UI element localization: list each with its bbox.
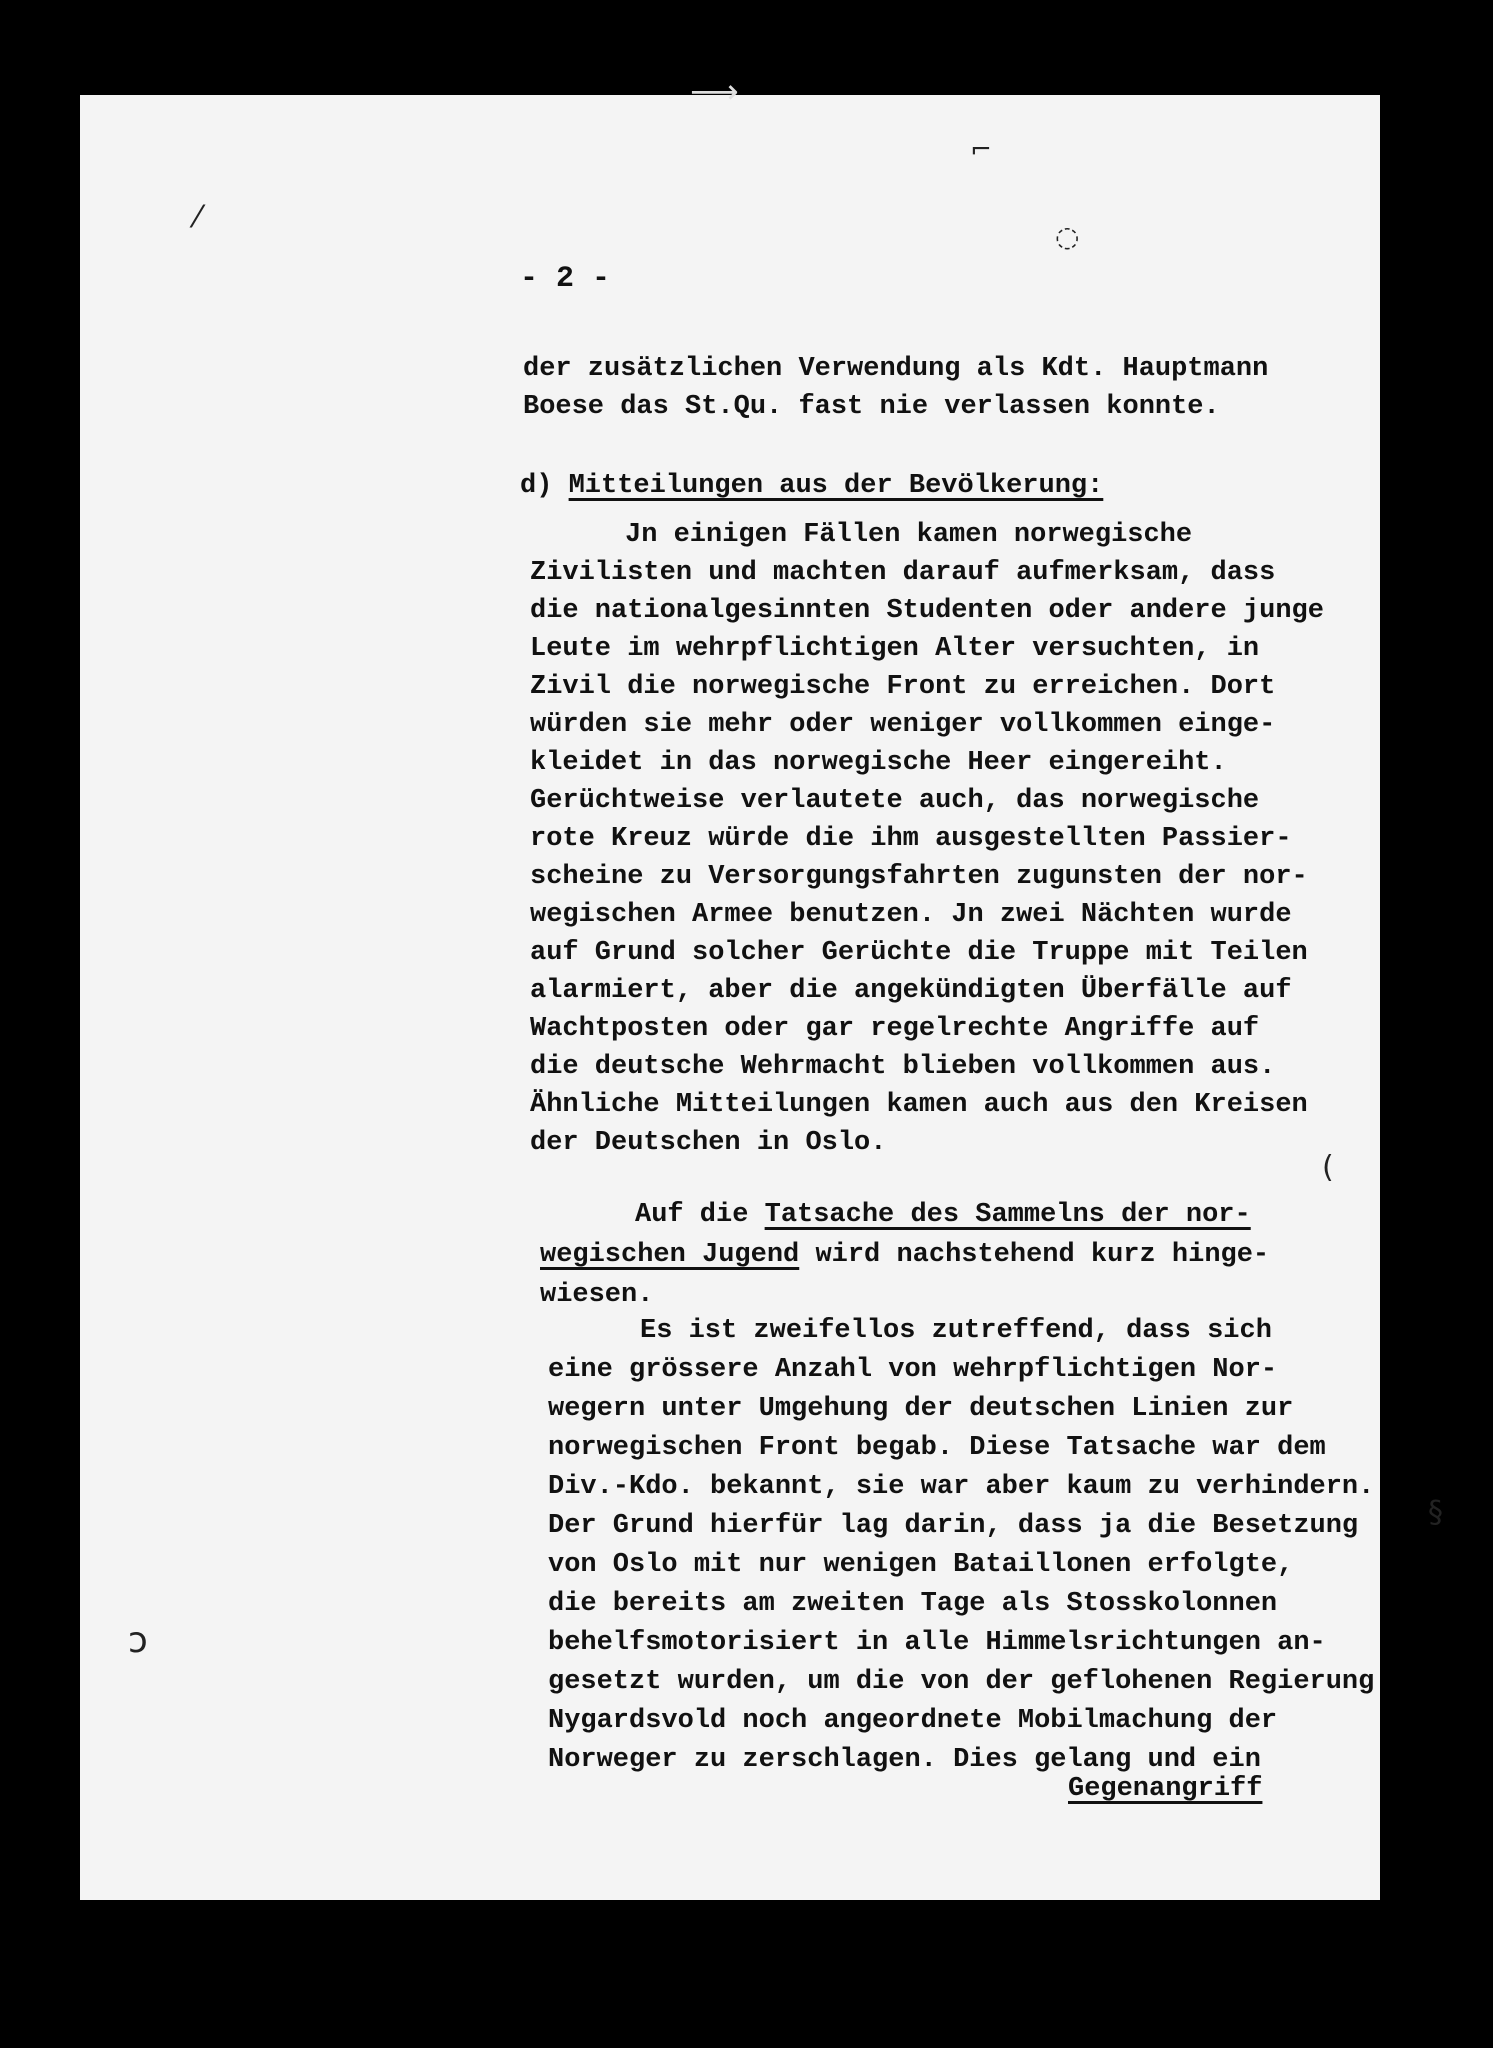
text-line: würden sie mehr oder weniger vollkommen einge- — [530, 710, 1276, 740]
text-line: Boese das St.Qu. fast nie verlassen konnte. — [523, 392, 1220, 422]
text-segment: Auf die — [635, 1200, 765, 1230]
text-line: der Deutschen in Oslo. — [530, 1128, 887, 1158]
text-line: kleidet in das norwegische Heer eingereiht. — [530, 748, 1227, 778]
text-line: die nationalgesinnten Studenten oder andere junge — [530, 596, 1324, 626]
text-line: alarmiert, aber die angekündigten Überfälle auf — [530, 976, 1292, 1006]
text-line: Zivil die norwegische Front zu erreichen. Dort — [530, 672, 1276, 702]
text-line: scheine zu Versorgungsfahrten zugunsten der nor- — [530, 862, 1308, 892]
underlined-phrase: wegischen Jugend — [540, 1240, 800, 1270]
text-line: Norweger zu zerschlagen. Dies gelang und ein — [548, 1745, 1261, 1775]
text-line: die bereits am zweiten Tage als Stosskolonnen — [548, 1589, 1278, 1619]
section-heading-underlined: Mitteilungen aus der Bevölkerung: — [568, 471, 1104, 501]
page-number: - 2 - — [520, 262, 611, 296]
text-line: wegischen Armee benutzen. Jn zwei Nächten wurde — [530, 900, 1292, 930]
text-line: norwegischen Front begab. Diese Tatsache war dem — [548, 1433, 1326, 1463]
catchword-underlined: Gegenangriff — [1068, 1774, 1263, 1804]
edge-smudge-mark: § — [1428, 1495, 1443, 1530]
text-line: Div.-Kdo. bekannt, sie war aber kaum zu verhindern. — [548, 1472, 1375, 1502]
text-line: Nygardsvold noch angeordnete Mobilmachung der — [548, 1706, 1278, 1736]
text-line: Leute im wehrpflichtigen Alter versuchten, in — [530, 634, 1260, 664]
text-line: die deutsche Wehrmacht blieben vollkommen aus. — [530, 1052, 1276, 1082]
text-line: Es ist zweifellos zutreffend, dass sich — [640, 1316, 1272, 1346]
text-line: Zivilisten und machten darauf aufmerksam, dass — [530, 558, 1276, 588]
text-line: eine grössere Anzahl von wehrpflichtigen Nor- — [548, 1355, 1278, 1385]
text-line: der zusätzlichen Verwendung als Kdt. Hauptmann — [523, 354, 1269, 384]
text-line: wegern unter Umgehung der deutschen Linien zur — [548, 1394, 1294, 1424]
text-line: auf Grund solcher Gerüchte die Truppe mit Teilen — [530, 938, 1308, 968]
text-line: Der Grund hierfür lag darin, dass ja die Besetzung — [548, 1511, 1359, 1541]
text-line: Jn einigen Fällen kamen norwegische — [625, 520, 1193, 550]
text-line: wiesen. — [540, 1280, 654, 1310]
pencil-hook-mark: ɔ — [128, 1620, 148, 1661]
text-line: gesetzt wurden, um die von der geflohenen Regierung — [548, 1667, 1375, 1697]
text-line: Wachtposten oder gar regelrechte Angriffe auf — [530, 1014, 1260, 1044]
pencil-circle-mark: ◌ — [1055, 220, 1080, 253]
text-line: von Oslo mit nur wenigen Bataillonen erfolgte, — [548, 1550, 1294, 1580]
pencil-bracket-mark: ⌐ — [970, 135, 992, 165]
text-line: rote Kreuz würde die ihm ausgestellten Passier- — [530, 824, 1292, 854]
text-line: Ähnliche Mitteilungen kamen auch aus den Kreisen — [530, 1090, 1308, 1120]
pencil-bracket-right-mark: ( — [1322, 1150, 1334, 1185]
section-marker: d) — [520, 471, 553, 501]
pencil-tick-mark: ⁄ — [195, 200, 201, 235]
text-line: Gerüchtweise verlautete auch, das norwegische — [530, 786, 1260, 816]
text-line: behelfsmotorisiert in alle Himmelsrichtungen an- — [548, 1628, 1326, 1658]
text-segment: wird nachstehend kurz hinge- — [799, 1240, 1270, 1270]
scan-arrow-mark: ⟶ — [690, 72, 739, 112]
underlined-phrase: Tatsache des Sammelns der nor- — [764, 1200, 1251, 1230]
